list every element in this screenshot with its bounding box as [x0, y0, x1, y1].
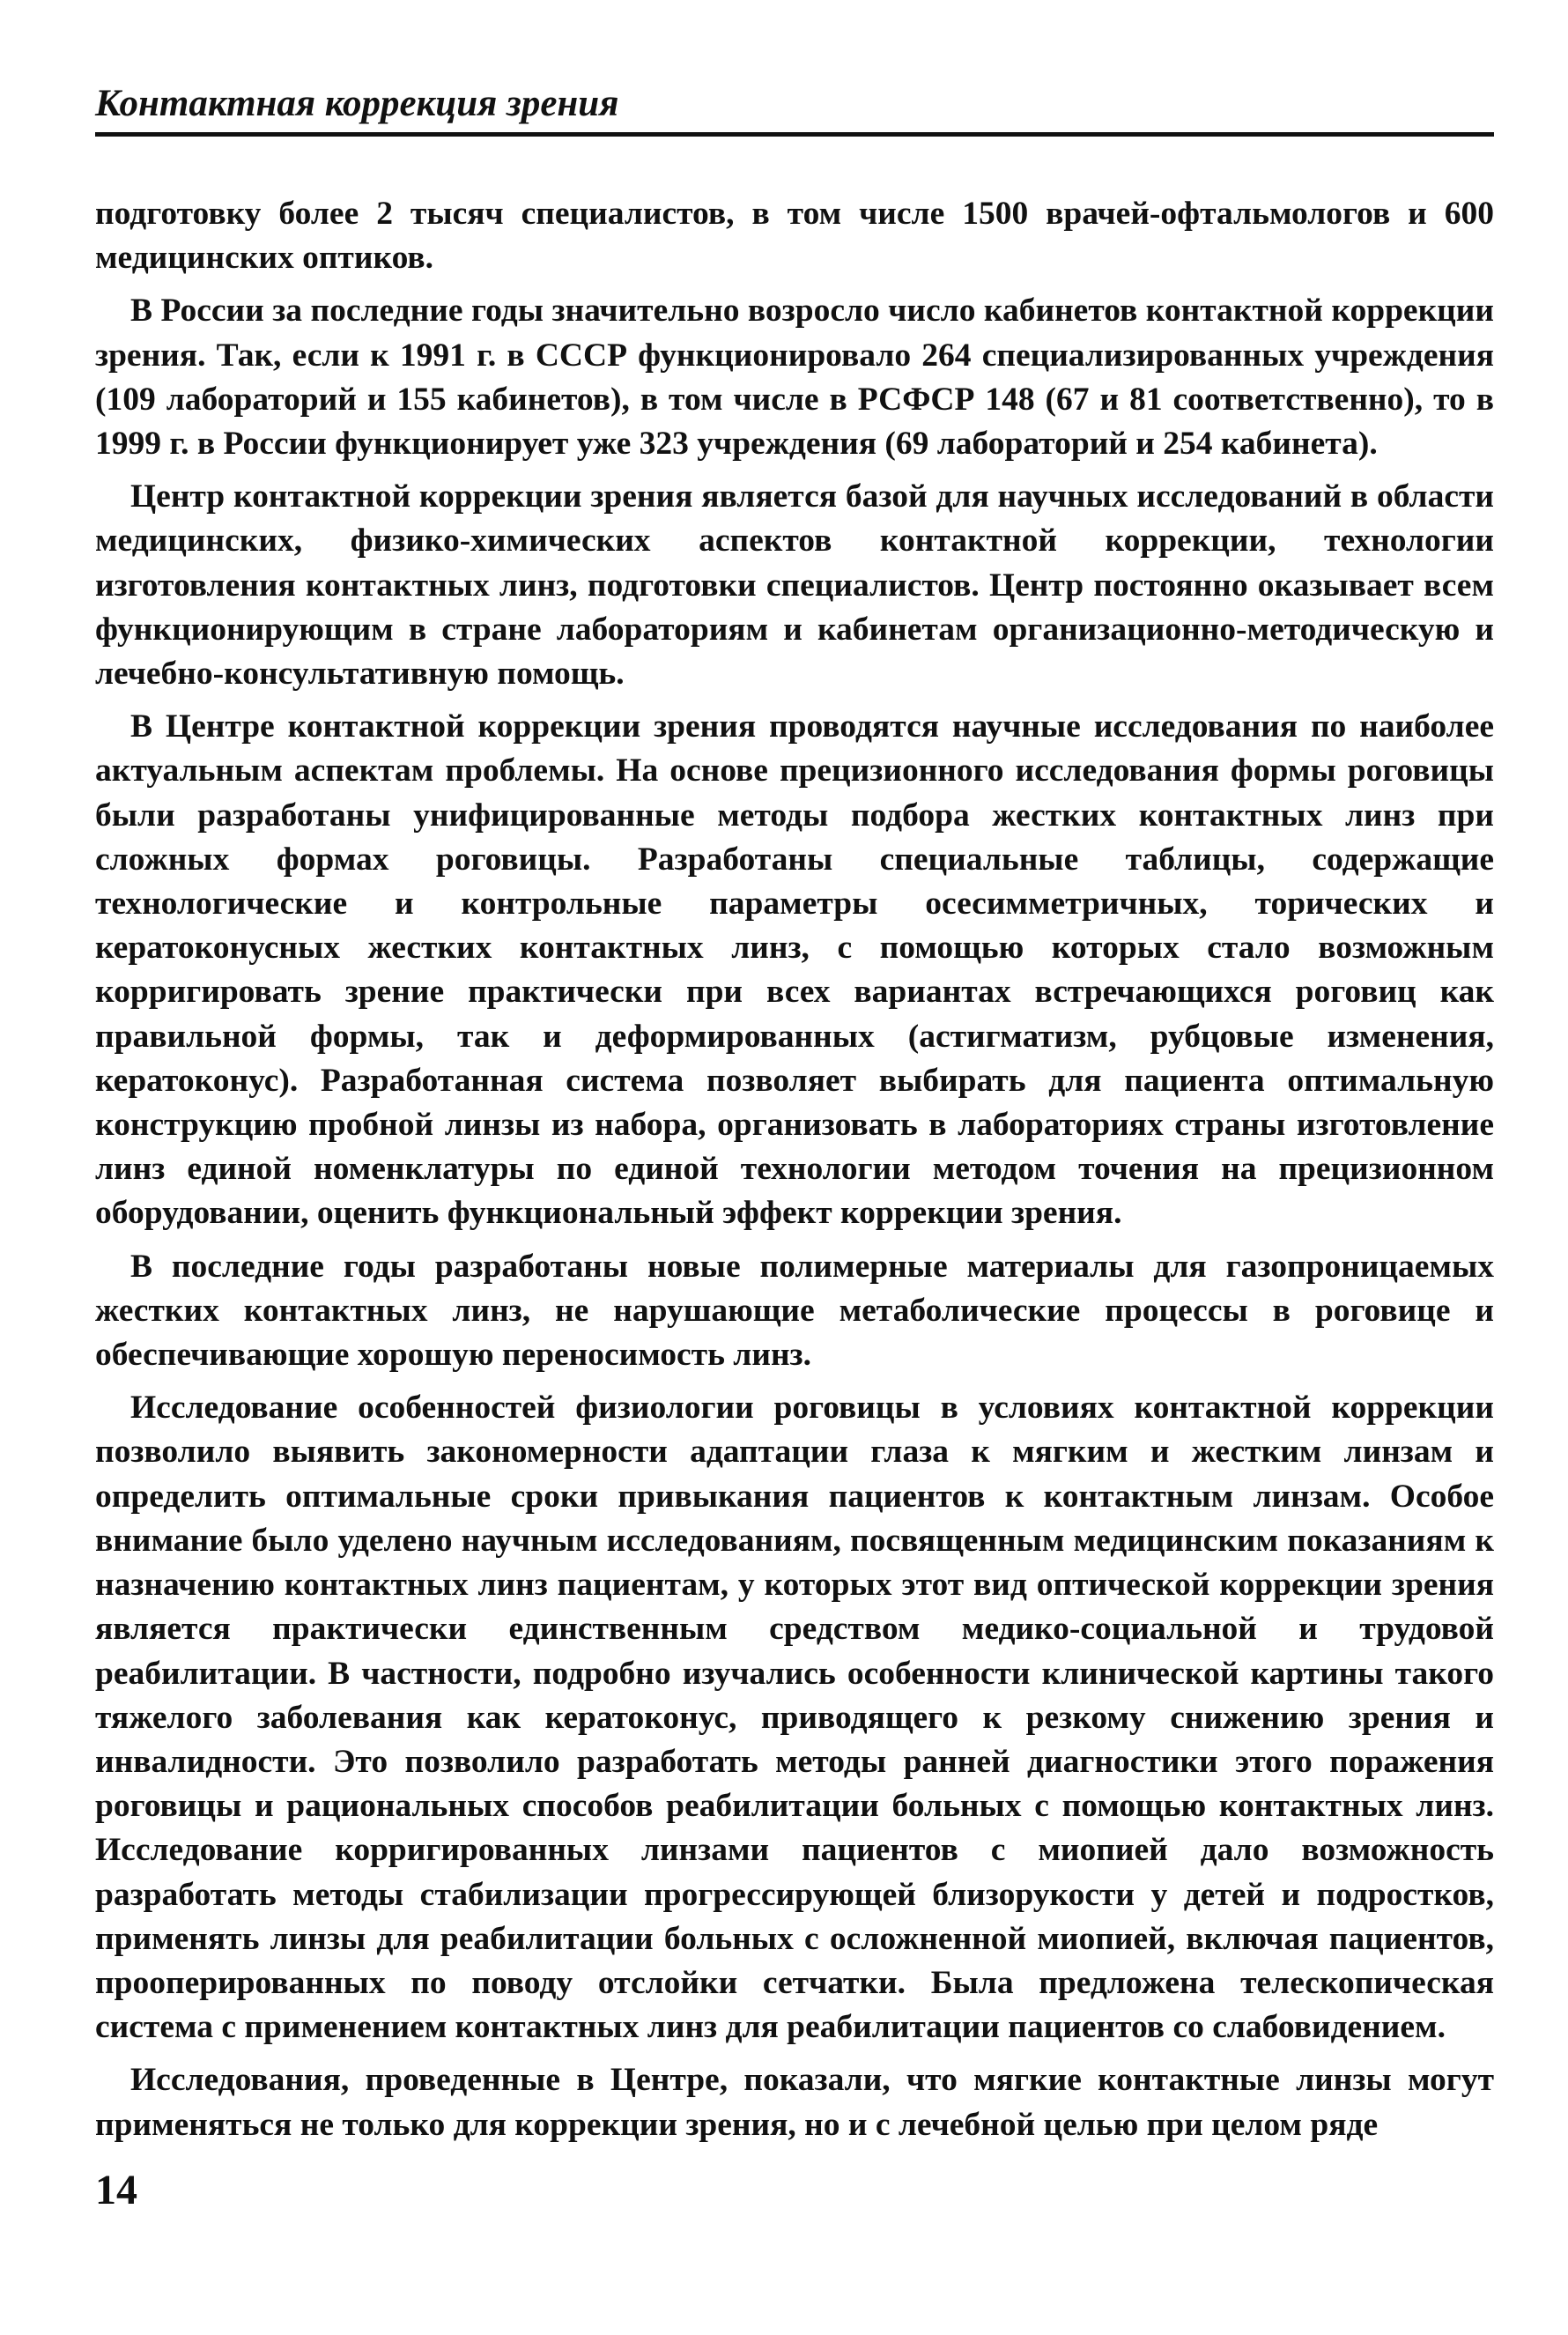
- header-rule: [95, 132, 1494, 137]
- paragraph-continuation: подготовку более 2 тысяч специалистов, в том числе 1500 врачей-офтальмологов и 600 медицинских оптиков.: [95, 196, 1494, 277]
- paragraph: В России за последние годы значительно возросло число кабинетов контактной коррекции зрения. Так, если к 1991 г. в СССР функционировало 264 специализированных учреждения (109 лабораторий и 155 кабинетов), в том числе в РСФСР 148 (67 и 81 соответственно), то в 1999 г. в России функционирует уже 323 учреждения (69 лабораторий и 254 кабинета).: [95, 293, 1494, 463]
- paragraph: В последние годы разработаны новые полимерные материалы для газопроницаемых жестких контактных линз, не нарушающие метаболические процессы в роговице и обеспечивающие хорошую переносимость линз.: [95, 1248, 1494, 1374]
- running-header: Контактная коррекция зрения: [95, 83, 619, 124]
- paragraph: Центр контактной коррекции зрения является базой для научных исследований в области медицинских, физико-химических аспектов контактной коррекции, технологии изготовления контактных линз, подготовки специалистов. Центр постоянно оказывает всем функционирующим в стране лабораториям и кабинетам организационно-методическую и лечебно-консультативную помощь.: [95, 478, 1494, 693]
- body-text: [95, 192, 1494, 2156]
- page-number: 14: [95, 2167, 137, 2213]
- paragraph: В Центре контактной коррекции зрения проводятся научные исследования по наиболее актуальным аспектам проблемы. На основе прецизионного исследования формы роговицы были разработаны унифицированные методы подбора жестких контактных линз при сложных формах роговицы. Разработаны специальные таблицы, содержащие технологические и контрольные параметры осесимметричных, торических и кератоконусных жестких контактных линз, с помощью которых стало возможным корригировать зрение практически при всех вариантах встречающихся роговиц как правильной формы, так и деформированных (астигматизм, рубцовые изменения, кератоконус). Разработанная система позволяет выбирать для пациента оптимальную конструкцию пробной линзы из набора, организовать в лабораториях страны изготовление линз единой номенклатуры по единой технологии методом точения на прецизионном оборудовании, оценить функциональный эффект коррекции зрения.: [95, 708, 1494, 1232]
- paragraph: Исследования, проведенные в Центре, показали, что мягкие контактные линзы могут применяться не только для коррекции зрения, но и с лечебной целью при целом ряде: [95, 2062, 1494, 2143]
- paragraph: Исследование особенностей физиологии роговицы в условиях контактной коррекции позволило выявить закономерности адаптации глаза к мягким и жестким линзам и определить оптимальные сроки привыкания пациентов к контактным линзам. Особое внимание было уделено научным исследованиям, посвященным медицинским показаниям к назначению контактных линз пациентам, у которых этот вид оптической коррекции зрения является практически единственным средством медико-социальной и трудовой реабилитации. В частности, подробно изучались особенности клинической картины такого тяжелого заболевания как кератоконус, приводящего к резкому снижению зрения и инвалидности. Это позволило разработать методы ранней диагностики этого поражения роговицы и рациональных способов реабилитации больных с помощью контактных линз. Исследование корригированных линзами пациентов с миопией дало возможность разработать методы стабилизации прогрессирующей близорукости у детей и подростков, применять линзы для реабилитации больных с осложненной миопией, включая пациентов, прооперированных по поводу отслойки сетчатки. Была предложена телескопическая система с применением контактных линз для реабилитации пациентов со слабовидением.: [95, 1390, 1494, 2046]
